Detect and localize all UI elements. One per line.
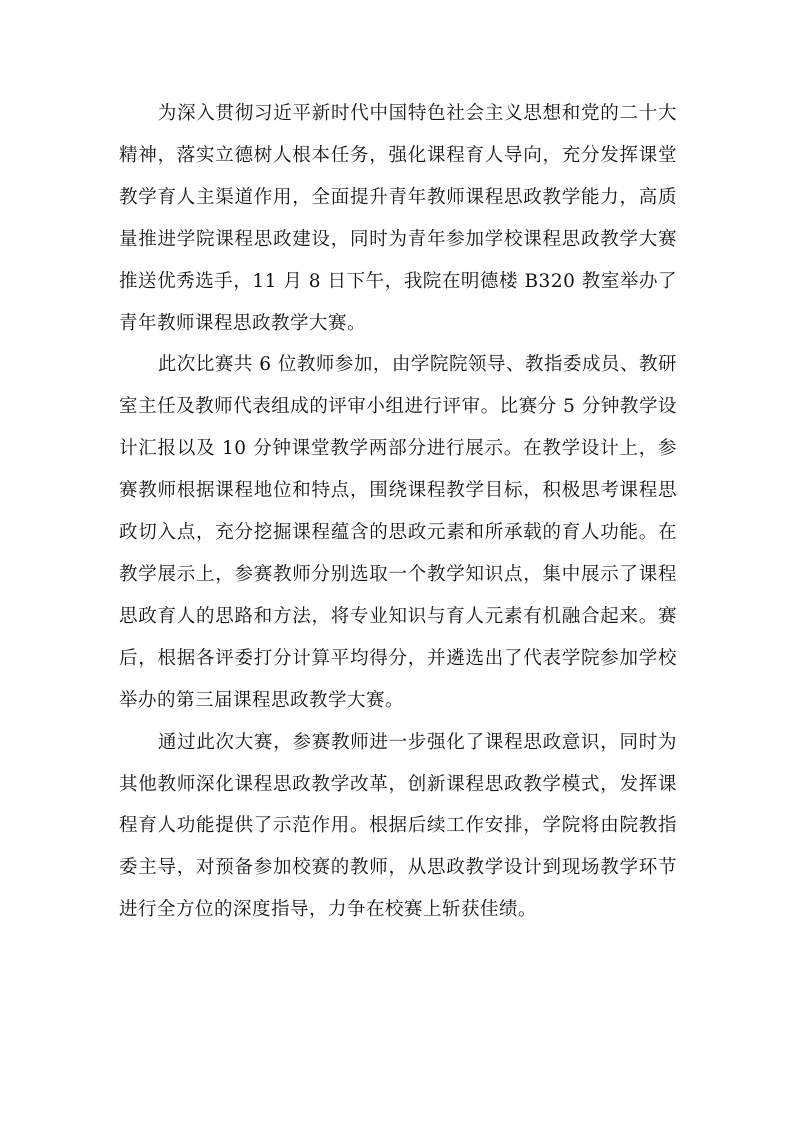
paragraph-conclusion: 通过此次大赛，参赛教师进一步强化了课程思政意识，同时为其他教师深化课程思政教学改革，创新课程思政教学模式，发挥课程育人功能提供了示范作用。根据后续工作安排，学院将由院教指委主导，对预备参加校赛的教师，从思政教学设计到现场教学环节进行全方位的深度指导，力争在校赛上斩获佳绩。: [119, 731, 677, 921]
paragraph-intro: 为深入贯彻习近平新时代中国特色社会主义思想和党的二十大精神，落实立德树人根本任务，强化课程育人导向，充分发挥课堂教学育人主渠道作用，全面提升青年教师课程思政教学能力，高质量推进学院课程思政建设，同时为青年参加学校课程思政教学大赛推送优秀选手，11 月 8 日下午，我院在明德楼 B320 教室举办了青年教师课程思政教学大赛。: [119, 103, 677, 334]
article-body: [119, 93, 677, 931]
paragraph-competition: 此次比赛共 6 位教师参加，由学院院领导、教指委成员、教研室主任及教师代表组成的评审小组进行评审。比赛分 5 分钟教学设计汇报以及 10 分钟课堂教学两部分进行展示。在教学设计上，参赛教师根据课程地位和特点，围绕课程教学目标，积极思考课程思政切入点，充分挖掘课程蕴含的思政元素和所承载的育人功能。在教学展示上，参赛教师分别选取一个教学知识点，集中展示了课程思政育人的思路和方法，将专业知识与育人元素有机融合起来。赛后，根据各评委打分计算平均得分，并遴选出了代表学院参加学校举办的第三届课程思政教学大赛。: [119, 354, 677, 711]
